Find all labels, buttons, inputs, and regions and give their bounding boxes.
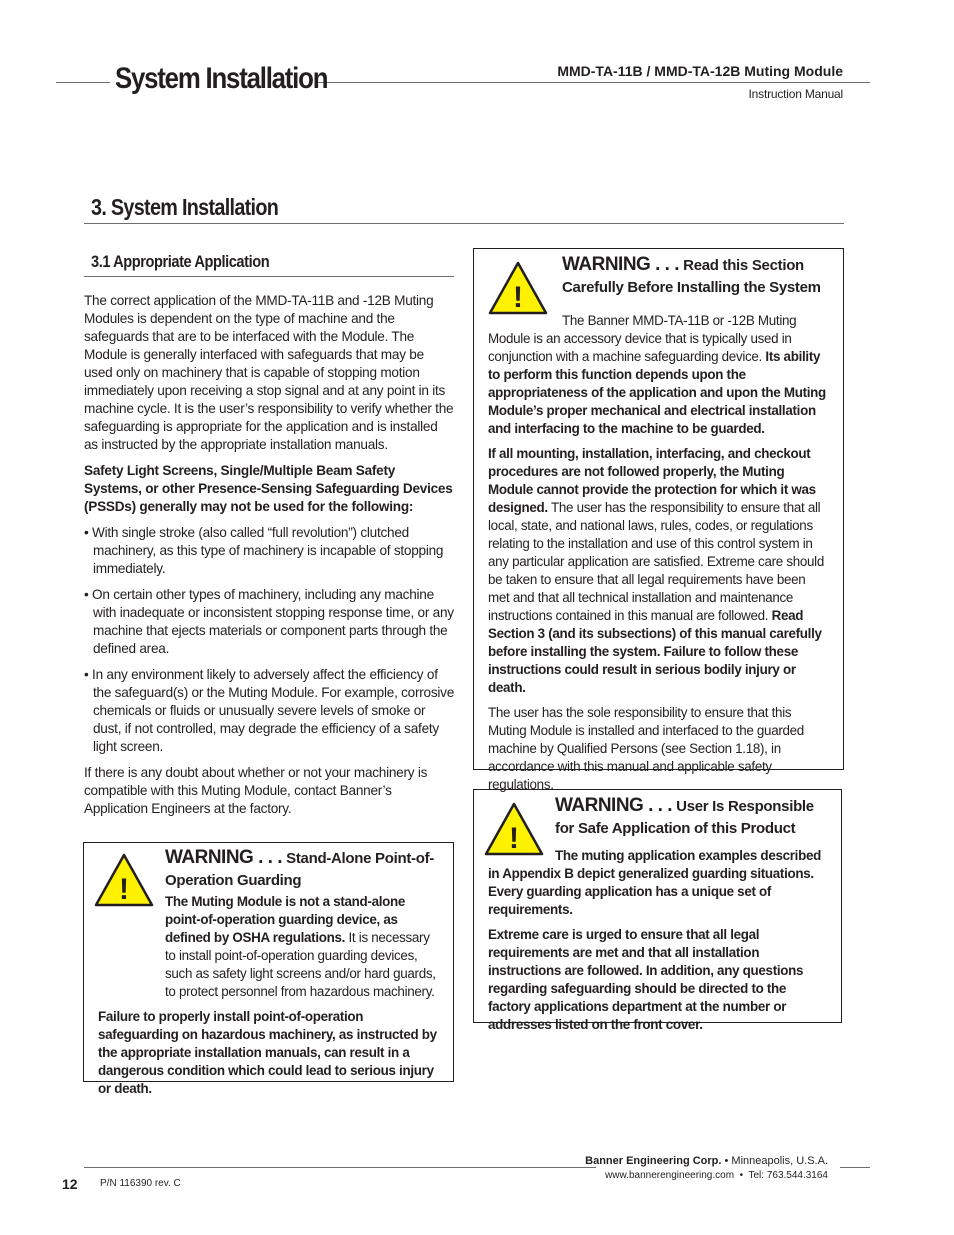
warning-triangle-icon	[488, 261, 548, 315]
svg-text:!: !	[513, 281, 523, 314]
header-title: System Installation	[115, 62, 328, 95]
bullet-item: • With single stroke (also called “full revolution”) clutched machinery, as this type of machinery is incapable of stopping immediately.	[84, 525, 444, 576]
company-name: Banner Engineering Corp.	[585, 1155, 722, 1167]
header-rule-right	[318, 82, 870, 83]
warning-heading	[555, 795, 840, 840]
warning-paragraph: The muting application examples described in Appendix B depict generalized guarding situations. Every guarding application has a unique set of requirements.	[488, 848, 821, 917]
subsection-rule	[84, 276, 454, 277]
warning-box-user-responsible	[473, 789, 842, 1032]
header-manual-label: Instruction Manual	[748, 87, 843, 101]
warning-paragraph: Extreme care is urged to ensure that all legal requirements are met and that all installation instructions are followed. In addition, any questions regarding safeguarding should be directed to the factory applications department at the number or addresses listed on the front cover.	[488, 927, 804, 1032]
page-number: 12	[62, 1176, 78, 1192]
warning-heading	[165, 847, 450, 892]
warning-title-line2: Operation Guarding	[165, 872, 302, 889]
warning-text: The user has the responsibility to ensure that all local, state, and national laws, rules, codes, or regulations relating to the installation and use of this control system in any particular application are satisfied. Extreme care should be taken to ensure that all legal requirements have been met and that all technical installation and maintenance instructions contained in this manual are followed.	[488, 500, 824, 623]
footer-company	[585, 1155, 828, 1167]
warning-text-bold: Its ability to perform this function depends upon the appropriateness of the application and upon the Muting Module’s proper mechanical and electrical installation and interfacing to the machine to be guarded.	[488, 349, 826, 436]
warning-paragraph	[98, 893, 440, 1001]
header-product-name: MMD-TA-11B / MMD-TA-12B Muting Module	[557, 63, 843, 79]
warning-paragraph	[488, 312, 830, 438]
warning-body	[488, 847, 830, 1041]
footer-rule-left	[84, 1167, 596, 1168]
header-rule-left	[56, 82, 110, 83]
warning-body	[488, 312, 830, 801]
warning-paragraph: Failure to properly install point-of-operation safeguarding on hazardous machinery, as instructed by the appropriate installation manuals, can result in a dangerous condition which could lead to serious injury or death.	[98, 1009, 437, 1096]
warning-title-line2: Carefully Before Installing the System	[562, 279, 821, 296]
warning-text-bold: If all mounting, installation, interfacing, and checkout procedures are not followed properly, the Muting Module cannot provide the protection for which it was designed.	[488, 446, 816, 515]
warning-label: WARNING . . .	[555, 795, 672, 816]
warning-paragraph	[488, 445, 830, 697]
intro-paragraph: The correct application of the MMD-TA-11B and -12B Muting Modules is dependent on the type of machine and the safeguards that are to be interfaced with the Module. The Module is generally interfaced with safeguards that may be used only on machinery that is capable of stopping motion immediately upon receiving a stop signal and at any point in its machine cycle. It is the user’s responsibility to verify whether the safeguarding is appropriate for the application and is installed as instructed by the appropriate installation manuals.	[84, 293, 454, 452]
section-title: 3. System Installation	[91, 194, 279, 220]
warning-title-line2: for Safe Application of this Product	[555, 820, 796, 837]
warning-box-stand-alone	[83, 842, 454, 1096]
warning-heading	[562, 254, 842, 299]
svg-text:!: !	[119, 873, 129, 906]
footer-rule-right	[840, 1167, 870, 1168]
svg-text:!: !	[509, 822, 519, 855]
left-column	[84, 292, 454, 826]
warning-text: The Banner MMD-TA-11B or -12B Muting Module is an accessory device that is typically used in conjunction with a machine safeguarding device.	[488, 313, 797, 364]
subsection-title: 3.1 Appropriate Application	[91, 252, 270, 271]
bullet-item: • In any environment likely to adversely affect the efficiency of the safeguard(s) or the Muting Module. For example, corrosive chemicals or fluids or unusually severe levels of smoke or dust, if not controlled, may degrade the efficiency of a safety light screen.	[84, 667, 455, 754]
warning-text: It is necessary to install point-of-operation guarding devices, such as safety light screens and/or hard guards, to protect personnel from hazardous machinery.	[165, 930, 436, 999]
warning-title-line1: Read this Section	[683, 257, 804, 274]
warning-title-line1: Stand-Alone Point-of-	[286, 850, 434, 867]
warning-text-bold: The Muting Module is not a stand-alone point-of-operation guarding device, as defined by OSHA regulations.	[165, 894, 406, 945]
warning-body	[98, 893, 440, 1105]
warning-paragraph: The user has the sole responsibility to ensure that this Muting Module is installed and interfaced to the guarded machine by Qualified Persons (see Section 1.18), in accordance with this manual and applicable safety regulations.	[488, 705, 804, 792]
warning-label: WARNING . . .	[562, 254, 679, 275]
section-rule	[84, 223, 844, 224]
footer-contact: www.bannerengineering.com • Tel: 763.544.3164	[605, 1170, 828, 1181]
part-number: P/N 116390 rev. C	[100, 1178, 181, 1189]
warning-title-line1: User Is Responsible	[676, 798, 814, 815]
warning-text-bold: Read Section 3 (and its subsections) of this manual carefully before installing the system. Failure to follow these instructions could result in serious bodily injury or death.	[488, 608, 822, 695]
company-location: • Minneapolis, U.S.A.	[721, 1155, 828, 1167]
pssd-lead-text: Safety Light Screens, Single/Multiple Beam Safety Systems, or other Presence-Sensing Safeguarding Devices (PSSDs) generally may not be used for the following:	[84, 463, 453, 514]
warning-box-read-section	[473, 248, 844, 792]
pssd-lead-paragraph	[84, 462, 454, 516]
bullet-item: • On certain other types of machinery, including any machine with inadequate or inconsistent stopping response time, or any machine that ejects materials or component parts through the defined area.	[84, 587, 454, 656]
closing-paragraph: If there is any doubt about whether or not your machinery is compatible with this Muting Module, contact Banner’s Application Engineers at the factory.	[84, 765, 428, 816]
warning-label: WARNING . . .	[165, 847, 282, 868]
